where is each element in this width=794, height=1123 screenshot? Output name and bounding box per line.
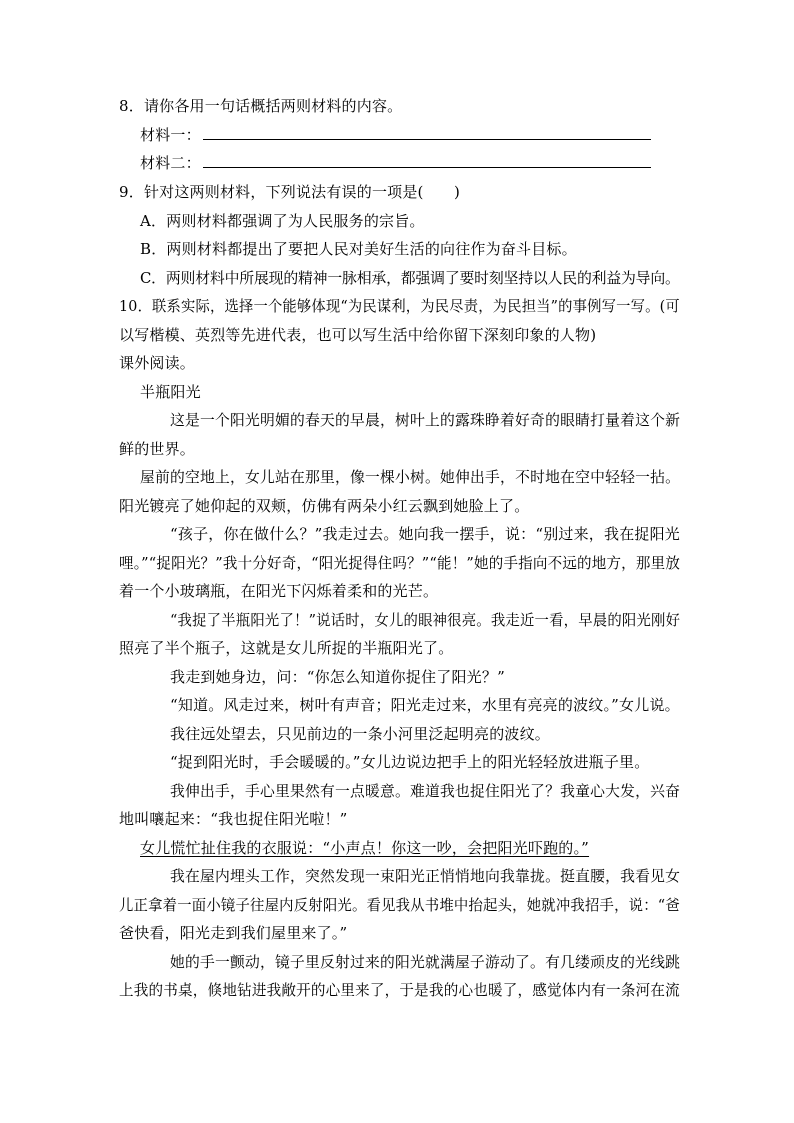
passage-line: 哩。”“捉阳光？”我十分好奇，“阳光捉得住吗？”“能！”她的手指向不远的地方，那里放	[119, 554, 681, 572]
question-9-option-c: C．两则材料中所展现的精神一脉相承，都强调了要时刻坚持以人民的利益为导向。	[140, 269, 680, 287]
passage-line: “孩子，你在做什么？”我走过去。她向我一摆手，说：“别过来，我在捉阳光	[170, 525, 681, 543]
passage-line: 上我的书桌，倏地钻进我敞开的心里来了，于是我的心也暖了，感觉体内有一条河在流	[119, 981, 680, 999]
passage-line: 鲜的世界。	[119, 440, 196, 458]
passage-line: 我在屋内埋头工作，突然发现一束阳光正悄悄地向我靠拢。挺直腰，我看见女	[170, 867, 681, 885]
passage-underlined-sentence: 女儿慌忙扯住我的衣服说：“小声点！你这一吵，会把阳光吓跑的。”	[140, 839, 590, 857]
material-2-answer-line[interactable]	[203, 153, 651, 168]
passage-line: 她的手一颤动，镜子里反射过来的阳光就满屋子游动了。有几缕顽皮的光线跳	[170, 953, 681, 971]
passage-line: “知道。风走过来，树叶有声音；阳光走过来，水里有亮亮的波纹。”女儿说。	[170, 696, 680, 714]
material-2-label: 材料二：	[140, 154, 201, 172]
passage-line: “捉到阳光时，手会暖暖的。”女儿边说边把手上的阳光轻轻放进瓶子里。	[170, 753, 650, 771]
passage-line: “我捉了半瓶阳光了！”说话时，女儿的眼神很亮。我走近一看，早晨的阳光刚好	[170, 611, 681, 629]
passage-line: 我伸出手，手心里果然有一点暖意。难道我也捉住阳光了？我童心大发，兴奋	[170, 782, 681, 800]
material-2-row	[140, 153, 651, 173]
passage-line: 照亮了半个瓶子，这就是女儿所捉的半瓶阳光了。	[119, 639, 454, 657]
reading-title: 半瓶阳光	[140, 383, 201, 401]
passage-line: 屋前的空地上，女儿站在那里，像一棵小树。她伸出手，不时地在空中轻轻一拈。	[140, 468, 681, 486]
passage-line: 阳光镀亮了她仰起的双颊，仿佛有两朵小红云飘到她脸上了。	[119, 497, 530, 515]
passage-line: 爸快看，阳光走到我们屋里来了。”	[119, 924, 348, 942]
passage-line: 着一个小玻璃瓶，在阳光下闪烁着柔和的光芒。	[119, 582, 439, 600]
passage-line: 地叫嚷起来：“我也捉住阳光啦！”	[119, 810, 348, 828]
reading-section-label: 课外阅读。	[119, 354, 196, 372]
passage-line: 儿正拿着一面小镜子往屋内反射阳光。看见我从书堆中抬起头，她就冲我招手，说：“爸	[119, 896, 680, 914]
material-1-answer-line[interactable]	[203, 125, 651, 140]
question-10-line-2: 以写楷模、英烈等先进代表，也可以写生活中给你留下深刻印象的人物)	[119, 326, 597, 344]
passage-line: 这是一个阳光明媚的春天的早晨，树叶上的露珠睁着好奇的眼睛打量着这个新	[170, 411, 681, 429]
question-8-stem: 8．请你各用一句话概括两则材料的内容。	[119, 97, 403, 115]
passage-line: 我往远处望去，只见前边的一条小河里泛起明亮的波纹。	[170, 725, 551, 743]
material-1-row	[140, 125, 651, 145]
question-9-stem: 9．针对这两则材料，下列说法有误的一项是( )	[119, 183, 461, 201]
question-9-option-a: A．两则材料都强调了为人民服务的宗旨。	[140, 212, 425, 230]
material-1-label: 材料一：	[140, 126, 201, 144]
passage-line: 我走到她身边，问：“你怎么知道你捉住了阳光？”	[170, 668, 505, 686]
question-10-line-1: 10．联系实际，选择一个能够体现“为民谋利，为民尽责，为民担当”的事例写一写。(可	[119, 297, 680, 315]
question-9-option-b: B．两则材料都提出了要把人民对美好生活的向往作为奋斗目标。	[140, 240, 577, 258]
